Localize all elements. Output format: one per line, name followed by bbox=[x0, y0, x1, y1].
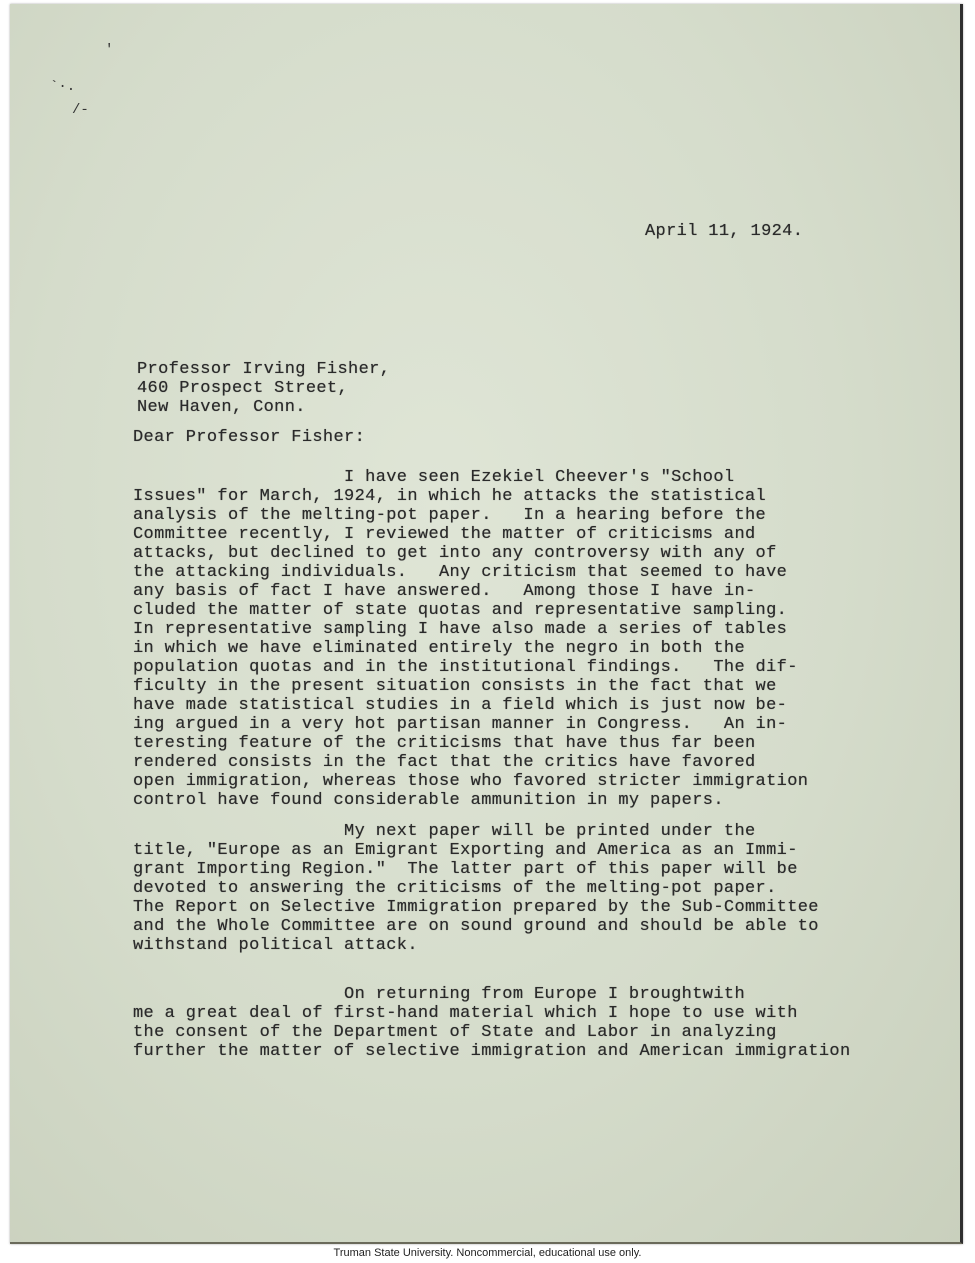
text-line: cluded the matter of state quotas and representative sampling. bbox=[133, 601, 788, 620]
text-line: ing argued in a very hot partisan manner in Congress. An in- bbox=[133, 715, 788, 734]
letter-date: April 11, 1924. bbox=[645, 222, 804, 241]
text-line: On returning from Europe I broughtwith bbox=[133, 985, 745, 1004]
text-line: and the Whole Committee are on sound ground and should be able to bbox=[133, 917, 819, 936]
recipient-line: 460 Prospect Street, bbox=[137, 379, 349, 398]
text-line: title, "Europe as an Emigrant Exporting and America as an Immi- bbox=[133, 841, 798, 860]
text-line: me a great deal of first-hand material which I hope to use with bbox=[133, 1004, 798, 1023]
recipient-address bbox=[137, 360, 390, 417]
paragraph-3 bbox=[133, 985, 851, 1061]
salutation: Dear Professor Fisher: bbox=[133, 428, 366, 447]
stray-mark: `·. bbox=[50, 79, 76, 95]
recipient-line: New Haven, Conn. bbox=[137, 398, 306, 417]
text-line: the consent of the Department of State and Labor in analyzing bbox=[133, 1023, 777, 1042]
paragraph-2 bbox=[133, 822, 819, 955]
stray-mark: /- bbox=[72, 102, 89, 118]
text-line: I have seen Ezekiel Cheever's "School bbox=[133, 468, 735, 487]
text-line: rendered consists in the fact that the critics have favored bbox=[133, 753, 756, 772]
text-line: My next paper will be printed under the bbox=[133, 822, 756, 841]
punch-mark: ' bbox=[105, 42, 114, 58]
text-line: withstand political attack. bbox=[133, 936, 418, 955]
recipient-line: Professor Irving Fisher, bbox=[137, 360, 391, 379]
text-line: attacks, but declined to get into any controversy with any of bbox=[133, 544, 777, 563]
text-line: Issues" for March, 1924, in which he attacks the statistical bbox=[133, 487, 767, 506]
text-line: any basis of fact I have answered. Among those I have in- bbox=[133, 582, 756, 601]
text-line: Committee recently, I reviewed the matter of criticisms and bbox=[133, 525, 756, 544]
text-line: have made statistical studies in a field which is just now be- bbox=[133, 696, 788, 715]
text-line: population quotas and in the institutional findings. The dif- bbox=[133, 658, 798, 677]
text-line: ficulty in the present situation consists in the fact that we bbox=[133, 677, 777, 696]
archive-footer: Truman State University. Noncommercial, educational use only. bbox=[333, 1247, 642, 1259]
text-line: grant Importing Region." The latter part of this paper will be bbox=[133, 860, 798, 879]
text-line: analysis of the melting-pot paper. In a hearing before the bbox=[133, 506, 767, 525]
text-line: devoted to answering the criticisms of the melting-pot paper. bbox=[133, 879, 777, 898]
text-line: the attacking individuals. Any criticism that seemed to have bbox=[133, 563, 788, 582]
text-line: open immigration, whereas those who favored stricter immigration bbox=[133, 772, 809, 791]
text-line: further the matter of selective immigration and American immigration bbox=[133, 1042, 851, 1061]
text-line: teresting feature of the criticisms that have thus far been bbox=[133, 734, 756, 753]
text-line: control have found considerable ammunition in my papers. bbox=[133, 791, 724, 810]
text-line: In representative sampling I have also made a series of tables bbox=[133, 620, 788, 639]
text-line: The Report on Selective Immigration prepared by the Sub-Committee bbox=[133, 898, 819, 917]
paragraph-1 bbox=[133, 468, 808, 810]
text-line: in which we have eliminated entirely the negro in both the bbox=[133, 639, 745, 658]
